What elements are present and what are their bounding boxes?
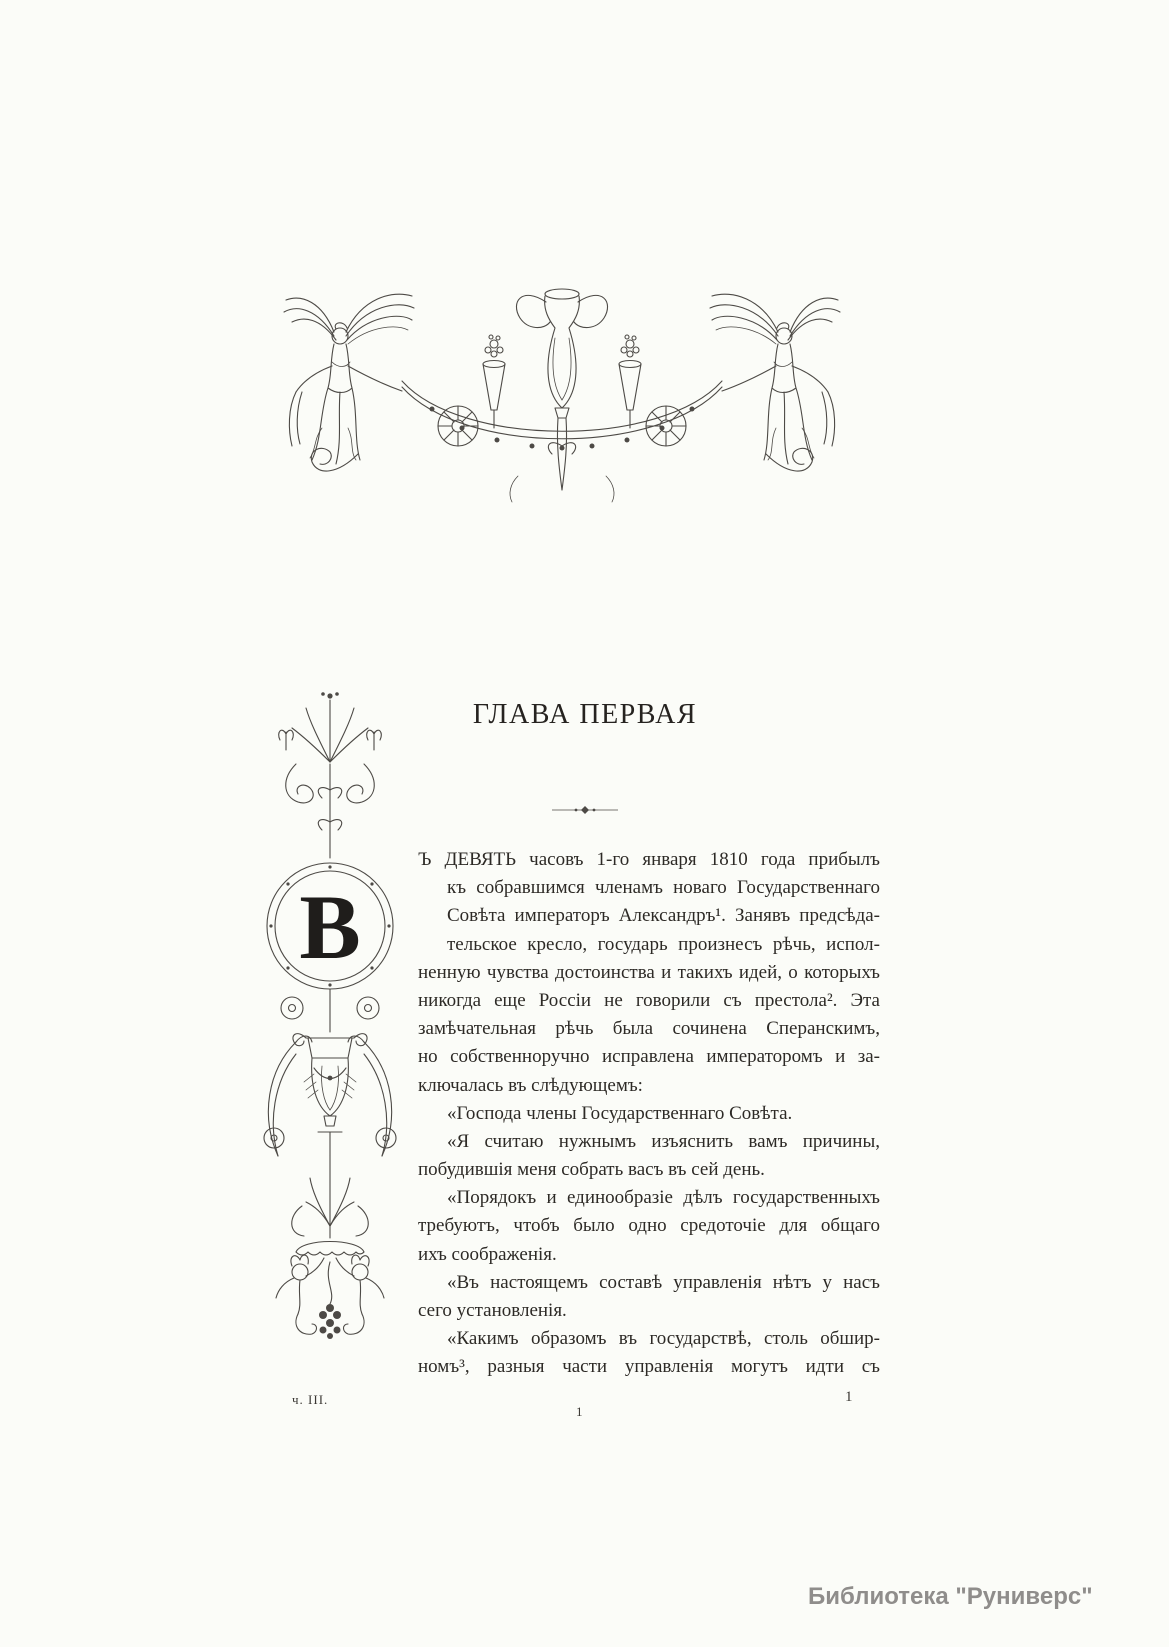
corner-scrolls xyxy=(311,448,812,502)
text-line: тельское кресло, государь произнесъ рѣчь, испол- xyxy=(447,933,880,955)
text-line: никогда еще Россіи не говорили съ престола². Эта xyxy=(418,989,880,1011)
text-line: «Порядокъ и единообразіе дѣлъ государственныхъ xyxy=(447,1187,880,1209)
text-line: Ъ ДЕВЯТЬ часовъ 1-го января 1810 года прибылъ xyxy=(418,849,880,870)
winged-figure-right xyxy=(710,294,840,464)
text-line: ихъ соображенія. xyxy=(418,1243,557,1265)
rosette-wheel-left xyxy=(438,406,478,446)
text-line: сего установленія. xyxy=(418,1300,567,1321)
text-line: требуютъ, чтобъ было одно средоточіе для общаго xyxy=(418,1215,880,1237)
text-line: замѣчательная рѣчь была сочинена Сперанскимъ, xyxy=(418,1018,880,1040)
winged-figure-left xyxy=(284,294,414,464)
anthemion-top xyxy=(279,692,382,858)
headpiece-engraving-illustration xyxy=(262,278,862,508)
page-number: 1 xyxy=(845,1389,853,1405)
volume-label: ч. III. xyxy=(292,1392,329,1407)
text-line: ключалась въ слѣдующемъ: xyxy=(418,1074,643,1096)
text-line: Совѣта императоръ Александръ¹. Занявъ предсѣда- xyxy=(447,905,880,927)
rosette-wheel-right xyxy=(646,406,686,446)
palmette-lower xyxy=(292,1156,369,1236)
initial-letter: В xyxy=(299,876,361,978)
text-line: къ собравшимся членамъ новаго Государственнаго xyxy=(447,877,880,899)
mermen-base xyxy=(276,1226,384,1339)
text-line: номъ³, разныя части управленія могутъ идти съ xyxy=(418,1356,880,1378)
arabesque-middle xyxy=(264,989,396,1156)
torch-right xyxy=(619,335,641,428)
chapter-border-illustration xyxy=(248,686,412,1342)
text-line: «Въ настоящемъ составѣ управленія нѣтъ у насъ xyxy=(447,1271,880,1293)
text-line: побудившія меня собрать васъ въ сей день. xyxy=(418,1159,765,1181)
signature-number: 1 xyxy=(576,1404,583,1419)
text-line: но собственноручно исправлена императоромъ и за- xyxy=(418,1046,880,1068)
page-title: ГЛАВА ПЕРВАЯ xyxy=(472,699,698,730)
garland-swag xyxy=(402,381,722,451)
torch-left xyxy=(483,335,505,428)
library-watermark: Библиотека "Руниверс" xyxy=(808,1583,1093,1610)
text-line: «Господа члены Государственнаго Совѣта. xyxy=(447,1102,793,1124)
body-text xyxy=(418,846,880,1382)
initial-letter-medallion xyxy=(267,863,393,989)
text-line: «Я считаю нужнымъ изъяснить вамъ причины, xyxy=(447,1130,880,1152)
text-line: ненную чувства достоинства и такихъ идей, о которыхъ xyxy=(418,961,880,983)
text-line: «Какимъ образомъ въ государствѣ, столь обшир- xyxy=(447,1328,880,1350)
central-urn xyxy=(516,289,607,490)
divider-ornament xyxy=(552,805,618,815)
